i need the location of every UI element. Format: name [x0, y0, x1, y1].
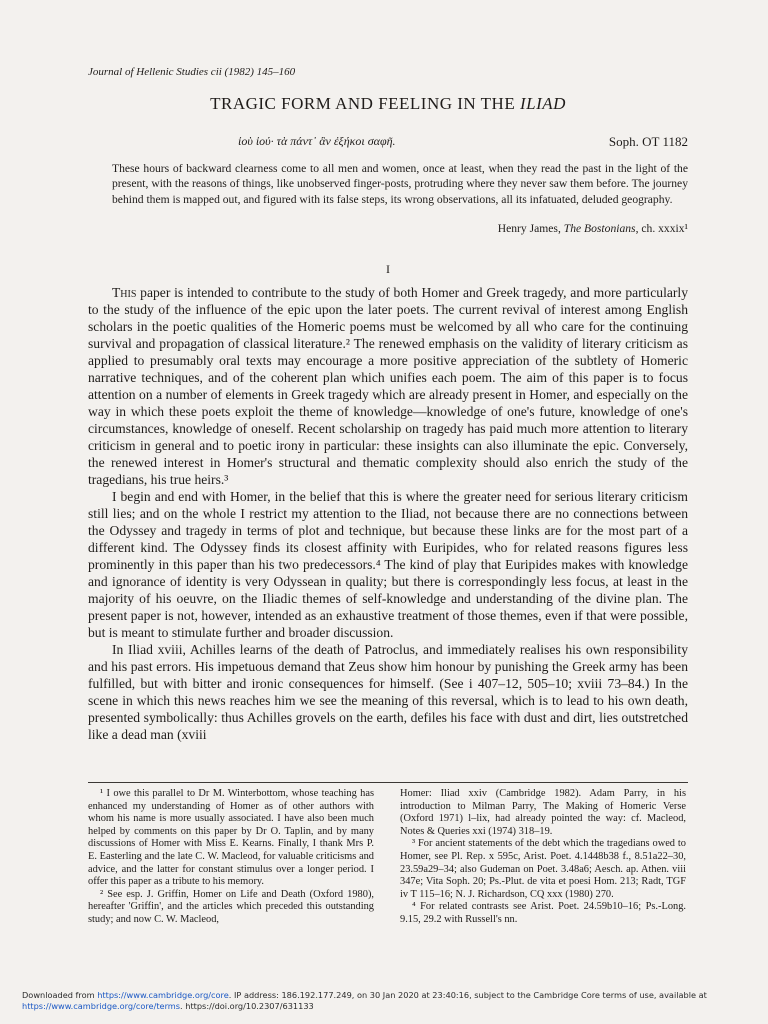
- footnote-2: ² See esp. J. Griffin, Homer on Life and Death (Oxford 1980), hereafter 'Griffin', and the articles which preceded this outstanding study; and now C. W. Macleod,: [88, 888, 374, 925]
- footnote-4: ⁴ For related contrasts see Arist. Poet. 24.59b10–16; Ps.-Long. 9.15, 29.2 with Russell's nn.: [400, 901, 686, 925]
- cambridge-core-link[interactable]: https://www.cambridge.org/core: [97, 990, 229, 1000]
- epigraph-attribution: [498, 222, 688, 235]
- footnotes-right-column: [400, 788, 686, 927]
- download-prefix: Downloaded from: [22, 990, 98, 1000]
- footnote-rule: [88, 782, 688, 783]
- paragraph-1: [88, 284, 688, 488]
- article-body: [88, 284, 688, 743]
- paragraph-2: I begin and end with Homer, in the belief that this is where the greater need for serious literary criticism still lies; and on the whole I restrict my attention to the Iliad, not because there are no connections between the Odyssey and tragedy in terms of plot and technique, but because these links are for the most part of a different kind. The Odyssey finds its closest affinity with Euripides, who for related reasons figures less prominently in this paper than his two predecessors.⁴ The kind of play that Euripides makes with knowledge and ignorance of identity is very Odyssean in quality; but there is correspondingly less focus, at least in the majority of his oeuvre, on the Iliadic themes of self-knowledge and understanding of the divine plan. The present paper is not, however, intended as an exhaustive treatment of those themes, even if that were possible, but is meant to stimulate further and broader discussion.: [88, 489, 688, 640]
- paragraph-3: In Iliad xviii, Achilles learns of the death of Patroclus, and immediately realises his own responsibility and his past errors. His impetuous demand that Zeus show him honour by punishing the Greek army has been fulfilled, but with bitter and ironic consequences for himself. (See i 407–12, 505–10; xviii 73–84.) In the scene in which this news reaches him we see the meaning of this reversal, which is to lead to his own death, presented symbolically: thus Achilles grovels on the earth, defiles his face with dust and dirt, lies outstretched like a dead man (xviii: [88, 642, 688, 742]
- title-main: TRAGIC FORM AND FEELING IN THE: [210, 94, 520, 113]
- title-italic: ILIAD: [519, 94, 566, 113]
- download-notice: [22, 990, 752, 1012]
- journal-citation: Journal of Hellenic Studies cii (1982) 145–160: [88, 66, 296, 78]
- footnote-2-continued: Homer: Iliad xxiv (Cambridge 1982). Adam Parry, in his introduction to Milman Parry, The Making of Homeric Verse (Oxford 1971) l–lix, had already pointed the way: cf. Macleod, Notes & Queries xxi (1974) 318–19.: [400, 788, 686, 837]
- english-epigraph: These hours of backward clearness come to all men and women, once at least, when they read the past in the light of the present, with the reasons of things, like unobserved finger-posts, protruding where they never saw them before. The journey behind them is mapped out, and figured with its false steps, its wrong observations, all its infatuated, deluded geography.: [112, 162, 688, 206]
- attr-rest: , ch. xxxix¹: [635, 222, 688, 235]
- paragraph-1-text: paper is intended to contribute to the study of both Homer and Greek tragedy, and more particularly to the study of the influence of the epic upon the later poets. The current revival of interest among English scholars in the poetic qualities of the Homeric poems must be welcomed by all who care for the continuing survival and propagation of classical literature.² The renewed emphasis on the validity of literary criticism as applied to presumably oral texts may encourage a more positive appreciation of the subtlety of Homeric narrative techniques, and of the coherent plan which unifies each poem. The aim of this paper is to focus attention on a number of elements in Greek tragedy which are already present in Homer, and especially on the way in which these poets exploit the theme of knowledge—knowledge of one's future, knowledge of one's circumstances, knowledge of oneself. Recent scholarship on tragedy has paid much more attention to literary criticism in general and to poetic irony in particular: these insights can also illuminate the epic. Conversely, the renewed interest in Homer's structural and thematic complexity should also enrich the study of the tragedians, his true heirs.³: [88, 285, 688, 487]
- attr-author: Henry James,: [497, 222, 564, 235]
- article-title: [88, 94, 688, 114]
- footnote-3: ³ For ancient statements of the debt which the tragedians owed to Homer, see Pl. Rep. x 595c, Arist. Poet. 4.1448b38 f., 8.51a22–30, 23.59a29–34; also Gudeman on Poet. 3.48a6; Aesch. ap. Athen. viii 347e; Vita Soph. 20; Ps.-Plut. de vita et poesi Hom. 213; Radt, TGF iv T 115–16; N. J. Richardson, CQ xxx (1980) 270.: [400, 838, 686, 900]
- footnote-1: ¹ I owe this parallel to Dr M. Winterbottom, whose teaching has enhanced my understanding of Homer as of other authors with whom his name is more usually associated. I have also been much helped by comments on this paper by Dr O. Taplin, and by many discussions of Homer with Miss E. Kearns. Finally, I thank Mrs P. E. Easterling and the late C. W. Macleod, for valuable criticisms and advice, and the latter for constant stimulus over a longer period. I offer this paper as a tribute to his memory.: [88, 788, 374, 888]
- attr-work: The Bostonians: [563, 222, 636, 235]
- doi-text: . https://doi.org/10.2307/631133: [180, 1001, 314, 1011]
- greek-epigraph-source: Soph. OT 1182: [608, 134, 688, 149]
- section-number: I: [386, 262, 390, 276]
- terms-link[interactable]: https://www.cambridge.org/core/terms: [22, 1001, 181, 1011]
- download-middle: . IP address: 186.192.177.249, on 30 Jan 2020 at 23:40:16, subject to the Cambridge Core terms of use, available at: [228, 990, 707, 1000]
- greek-epigraph: ἰοὺ ἰού· τὰ πάντ᾽ ἂν ἐξήκοι σαφῆ.: [238, 134, 396, 148]
- paragraph-1-lead: This: [112, 285, 137, 300]
- footnotes-left-column: [88, 788, 374, 927]
